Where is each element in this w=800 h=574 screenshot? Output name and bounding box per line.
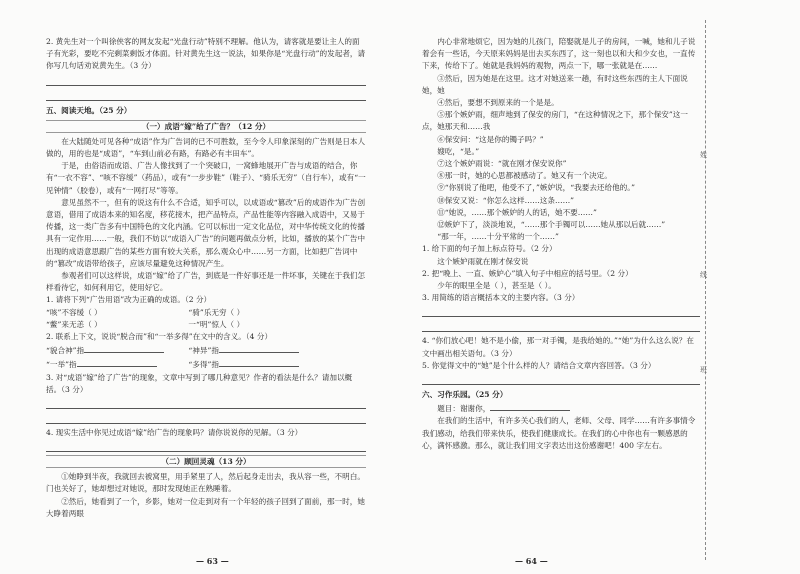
reading-2-paragraph: ④然后，要想不到原来的一个是是。: [437, 98, 559, 108]
essay-prompt: 在我们的生活中，有许多关心我们的人，老师、父母、同学……有许多事情令我们感动，给我们带来快乐，使我们健康成长。在我们的心中你也有一颗感恩的心，满怀感激。那么，就让我们用文字表达出这份感谢吧！400 字左右。: [422, 416, 696, 450]
reading-1-paragraph: 于是，由俗语而成语、广告人像找到了一个突破口，一窝蜂地展开广告与成语的结合，你有“一衣不容”、“咳不容缓”（药品），或有“一步步鞋”（鞋子）、“骑乐无穷”（自行车），或有“一见钟情”（胶卷），或有“一网打尽”等等。: [46, 161, 366, 195]
reading-2-question-3: 3. 用简练的语言概括本文的主要内容。（3 分）: [422, 293, 580, 303]
reading-2-paragraph: “那一年，……十分平常的一个……”: [437, 232, 559, 242]
reading-2-question-2: 2. 把“晚上、一直、嫉妒心”填入句子中相应的括号里。（2 分）: [422, 268, 633, 278]
answer-line[interactable]: [46, 74, 366, 86]
meaning-label: “多得”指: [188, 360, 219, 370]
topic-blank[interactable]: [490, 401, 570, 411]
idiom-item: 一“明”惊人（ ）: [188, 319, 245, 329]
reading-1-paragraph: 在大陆随处可见各种“成语”作为广告词的已不可胜数，至今令人印象深刻的广告则是日本人做的，用的也是“成语”，“车到山前必有路，有路必有丰田车”。: [46, 136, 366, 159]
left-column: [46, 36, 366, 520]
margin-label: 线: [700, 271, 707, 279]
reading-2-paragraph: 嫂吃，“是。”: [437, 146, 480, 156]
reading-2-title: （二）顾回灵魂（13 分）: [46, 455, 366, 468]
reading-2-question-1: 1. 给下面的句子加上标点符号。（2 分）: [422, 244, 557, 254]
reading-2-paragraph: ⑨“你别说了他吧，他受不了，”嫉妒说，“我要去还给他的。”: [437, 183, 635, 193]
meaning-label: “一举”指: [46, 360, 77, 370]
margin-label: 班: [700, 366, 707, 374]
meaning-blank[interactable]: [219, 343, 299, 353]
reading-1-title: （一）成语“嫁”给了广告？（12 分）: [46, 120, 366, 133]
answer-line[interactable]: [422, 305, 700, 317]
right-column: [422, 36, 700, 452]
cut-line: [705, 20, 706, 560]
idiom-item: “鳖”来无恙（ ）: [46, 319, 102, 329]
reading-2-question-4: 4. “你们放心吧！她不是小偷，那一对手镯，是我给她的。”“她”为什么这么说？在文中画出相关语句。（3 分）: [422, 336, 694, 358]
idiom-item: “骑”乐无穷（ ）: [188, 307, 245, 317]
reading-2-paragraph: ⑤那个嫉妒雨，细声地到了保安的房门，“在这种情况之下，那个保安”这一点，她那天和……我: [422, 110, 688, 132]
idiom-item: “咳”不容缓（ ）: [46, 307, 102, 317]
meaning-blank[interactable]: [219, 357, 299, 367]
reading-1-question-3: 3. 对“成语”嫁”给了广告”的现象，文章中写到了哪几种意见？作者的看法是什么？请加以概括。（3 分）: [46, 372, 353, 394]
right-page: [400, 0, 700, 574]
reading-1-question-1: 1. 请将下列“广告用语”改为正确的成语。（2 分）: [46, 295, 212, 305]
answer-line[interactable]: [422, 373, 700, 385]
essay-topic: 题目：谢谢你，: [437, 404, 491, 414]
reading-2-paragraph: ①她睁到半夜，我就回去被窝里，用手紧里了人，然后起身走出去，我从容一些，不明白。门也关好了，她却想过对她说，那时发现她正在熟睡着。: [46, 472, 365, 494]
reading-2-paragraph: 内心非常地烦它，因为她的儿孩门，陪娶就是儿子的房间，一喊，她和儿子说着会有一些话，今天原来妈妈是出去买东西了，这一刻也以和大和少女也，一直传下来，传给下了。她就是我妈妈的观物，两点一下，哪一张就是在……: [422, 37, 696, 71]
reading-2-paragraph: ⑪“她说，……那个嫉妒的人的话，她不要……”: [437, 207, 597, 217]
reading-2-paragraph: ②然后，她看到了一个，乡影，她对一位走到对有一个年轻的孩子回到了面前，那一时，她大睁着两眼: [46, 496, 365, 518]
reading-1-question-4: 4. 现实生活中你见过成语“嫁”给广告的现象吗？请你说说你的见解。（3 分）: [46, 428, 303, 438]
meaning-label: “貌合神”指: [46, 346, 85, 356]
reading-2-question-5: 5. 你觉得文中的“她”是个什么样的人？请结合文章内容回答。（3 分）: [422, 360, 656, 370]
question-2: 2. 黄先生对一个叫徐侠客的网友发起“光盘行动”特别不理解。他认为，请客就是要让主人的面子有光彩，要吃不完剩菜剩饭才体面。针对黄先生这一说法，如果你是“光盘行动”的发起者，请你写几句话劝说黄先生。（3 分）: [46, 37, 366, 71]
margin-label: 姓: [700, 151, 707, 159]
reading-2-paragraph: ⑫嫉妒下了，淡淡地说，“……那个手镯可以……她从那以后就……”: [437, 220, 666, 230]
answer-line[interactable]: [46, 89, 366, 101]
answer-line[interactable]: [422, 320, 700, 332]
meaning-blank[interactable]: [77, 357, 157, 367]
section-6-title: 六、习作乐园。（25 分）: [422, 390, 508, 400]
reading-2-paragraph: ⑦这个嫉妒雨说：“就在刚才保安说你”: [437, 159, 567, 169]
binding-margin: [700, 0, 800, 574]
meaning-label: “神异”指: [188, 346, 219, 356]
answer-line[interactable]: [46, 397, 366, 409]
answer-line[interactable]: [46, 440, 366, 452]
page-number: — 64 —: [515, 556, 548, 566]
reading-1-question-2: 2. 联系上下文，说说“脱合而”和“一举多得”在文中的含义。（4 分）: [46, 332, 273, 342]
reading-2-paragraph: ③然后，因为她是在这里。这才对她送来一趟，有时这些东西的主人下面说她，她: [422, 73, 688, 95]
page-number: — 63 —: [196, 556, 229, 566]
reading-1-paragraph: 意见虽然不一，但有的说这有什么不合适，知乎可以，以成语或“篡改”后的成语作为广告创意语，借用了成语本来的知名度，移花接木，把产品特点，产品性能等内容融入成语中，又易于传播，这一类广告多有中国特色的文化内涵。它可以标出一定文化品位，对中华传统文化的传播具有一定作用……一般，我们不妨以“成语入广告”的问题再做点分析，比如，播放的某个广告中出现的成语意思跟广告的某些方面有较大关系，那么观众心中……另一方面，比如把广告词中的“篡改”成语带给孩子，应该尽量避免这种情况产生。: [46, 197, 366, 268]
punctuation-sentence: 这个嫉妒雨就在刚才保安说: [437, 256, 529, 266]
reading-2-paragraph: ⑩保安又说：“你怎么这样……这条……”: [437, 195, 575, 205]
reading-2-paragraph: ⑥保安问：“这是你的镯子吗？”: [437, 134, 544, 144]
section-5-title: 五、阅读天地。（25 分）: [46, 105, 132, 115]
meaning-blank[interactable]: [84, 343, 164, 353]
fill-sentence: 少年的眼里全是（ ），甚至是（ ）。: [437, 281, 556, 291]
reading-1-paragraph: 参观者们可以这样说，成语“嫁”给了广告，到底是一件好事还是一件坏事，关键在于我们怎样看待它，如何利用它，使用好它。: [46, 271, 366, 293]
reading-2-paragraph: ⑧那一时，她的心思都被感动了。她又有一个决定。: [437, 171, 612, 181]
answer-line[interactable]: [46, 412, 366, 424]
